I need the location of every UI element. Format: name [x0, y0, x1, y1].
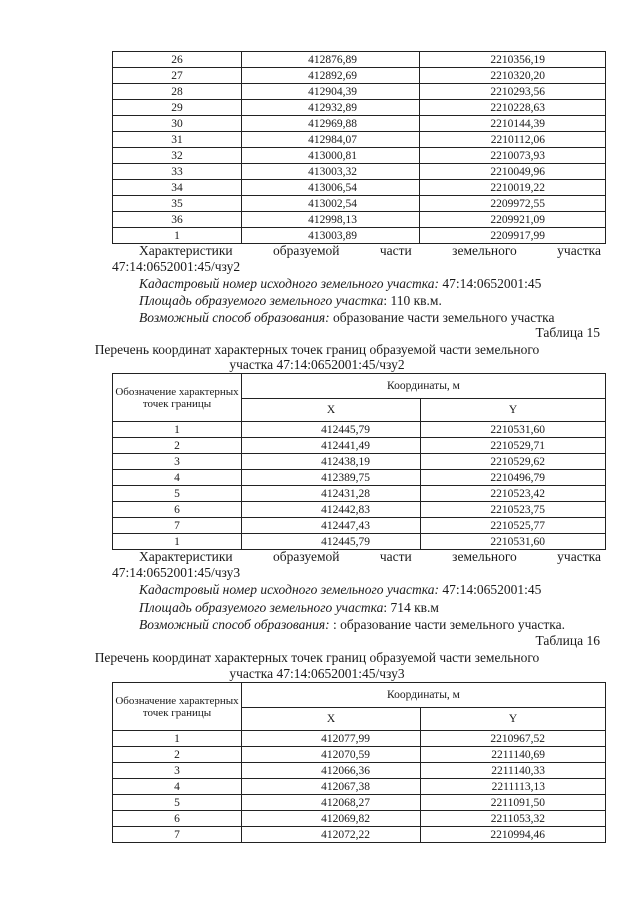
cell-x: 413006,54: [242, 180, 420, 196]
cell-point-number: 7: [113, 518, 242, 534]
column-header-coordinates: Координаты, м: [242, 683, 606, 708]
cell-x: 412438,19: [242, 454, 421, 470]
column-header-point-designation: Обозначение характерных точек границы: [113, 683, 242, 731]
cell-x: 412072,22: [242, 827, 421, 843]
column-header-x: X: [242, 708, 421, 731]
cell-x: 412070,59: [242, 747, 421, 763]
cell-point-number: 30: [113, 116, 242, 132]
coordinates-table-chzu3: [112, 682, 606, 843]
table-row: [113, 132, 606, 148]
table-row: [113, 84, 606, 100]
coordinates-table-chzu2: [112, 373, 606, 550]
cell-y: 2210531,60: [421, 422, 606, 438]
cell-point-number: 5: [113, 486, 242, 502]
table-row: [113, 518, 606, 534]
table-row: [113, 502, 606, 518]
table-row: [113, 747, 606, 763]
table-row: [113, 422, 606, 438]
cell-point-number: 2: [113, 747, 242, 763]
area-line-chzu2: Площадь образуемого земельного участка: 110 кв.м.: [139, 293, 442, 308]
cell-y: 2211091,50: [421, 795, 606, 811]
table-row: [113, 196, 606, 212]
table-row: [113, 68, 606, 84]
table-row: [113, 795, 606, 811]
table-row: [113, 763, 606, 779]
area-line-chzu3: Площадь образуемого земельного участка: 714 кв.м: [139, 600, 439, 615]
cell-y: 2211140,69: [421, 747, 606, 763]
cell-y: 2210293,56: [420, 84, 606, 100]
cell-point-number: 34: [113, 180, 242, 196]
cell-y: 2210049,96: [420, 164, 606, 180]
cell-y: 2209972,55: [420, 196, 606, 212]
cell-point-number: 33: [113, 164, 242, 180]
cell-y: 2211053,32: [421, 811, 606, 827]
column-header-point-designation: Обозначение характерных точек границы: [113, 374, 242, 422]
table-row: [113, 148, 606, 164]
cell-y: 2210228,63: [420, 100, 606, 116]
column-header-y: Y: [421, 708, 606, 731]
cell-x: 412442,83: [242, 502, 421, 518]
column-header-coordinates: Координаты, м: [242, 374, 606, 399]
table-row: [113, 779, 606, 795]
table-row: [113, 470, 606, 486]
cadastral-number-line-chzu2: Кадастровый номер исходного земельного участка: 47:14:0652001:45: [139, 276, 542, 291]
table-caption-16-line2: участка 47:14:0652001:45/чзу3: [229, 666, 405, 681]
cell-x: 412066,36: [242, 763, 421, 779]
characteristics-code-chzu3: 47:14:0652001:45/чзу3: [112, 565, 241, 580]
cell-y: 2210994,46: [421, 827, 606, 843]
cell-x: 412998,13: [242, 212, 420, 228]
table-row: [113, 164, 606, 180]
cell-x: 412431,28: [242, 486, 421, 502]
cell-y: 2210523,42: [421, 486, 606, 502]
cell-y: 2210496,79: [421, 470, 606, 486]
cell-y: 2210529,62: [421, 454, 606, 470]
cell-y: 2211140,33: [421, 763, 606, 779]
table-caption-15-line1: Перечень координат характерных точек границ образуемой части земельного: [94, 342, 540, 357]
cell-y: 2209921,09: [420, 212, 606, 228]
characteristics-heading-chzu3: Характеристики образуемой части земельного участка: [139, 549, 601, 564]
cadastral-number-line-chzu3: Кадастровый номер исходного земельного участка: 47:14:0652001:45: [139, 582, 542, 597]
cell-y: 2210019,22: [420, 180, 606, 196]
characteristics-heading-chzu2: Характеристики образуемой части земельного участка: [139, 243, 601, 258]
coordinates-table-continued: [112, 51, 606, 244]
cell-point-number: 6: [113, 811, 242, 827]
cell-x: 412984,07: [242, 132, 420, 148]
cell-x: 412067,38: [242, 779, 421, 795]
cell-point-number: 32: [113, 148, 242, 164]
cell-x: 412447,43: [242, 518, 421, 534]
cell-x: 412969,88: [242, 116, 420, 132]
table-row: [113, 454, 606, 470]
table-row: [113, 534, 606, 550]
cell-point-number: 26: [113, 52, 242, 68]
cell-point-number: 36: [113, 212, 242, 228]
cell-y: 2210523,75: [421, 502, 606, 518]
cell-point-number: 4: [113, 779, 242, 795]
cell-x: 412876,89: [242, 52, 420, 68]
table-row: [113, 486, 606, 502]
cell-x: 412389,75: [242, 470, 421, 486]
table-caption-16-line1: Перечень координат характерных точек границ образуемой части земельного: [94, 650, 540, 665]
cell-point-number: 29: [113, 100, 242, 116]
cell-y: 2210356,19: [420, 52, 606, 68]
cell-y: 2210073,93: [420, 148, 606, 164]
cell-x: 412077,99: [242, 731, 421, 747]
cell-y: 2210112,06: [420, 132, 606, 148]
method-line-chzu3: Возможный способ образования: : образование части земельного участка.: [139, 617, 565, 632]
table-row: [113, 228, 606, 244]
table-label-15: Таблица 15: [535, 325, 600, 340]
cell-point-number: 7: [113, 827, 242, 843]
cell-x: 413003,32: [242, 164, 420, 180]
method-line-chzu2: Возможный способ образования: образование части земельного участка: [139, 310, 555, 325]
table-row: [113, 180, 606, 196]
cell-y: 2211113,13: [421, 779, 606, 795]
cell-point-number: 1: [113, 422, 242, 438]
cell-x: 412445,79: [242, 422, 421, 438]
cell-point-number: 1: [113, 228, 242, 244]
cell-y: 2210531,60: [421, 534, 606, 550]
cell-x: 413002,54: [242, 196, 420, 212]
cell-x: 413000,81: [242, 148, 420, 164]
cell-y: 2210967,52: [421, 731, 606, 747]
table-label-16: Таблица 16: [535, 633, 600, 648]
table-row: [113, 827, 606, 843]
table-row: [113, 811, 606, 827]
table-row: [113, 116, 606, 132]
cell-y: 2210525,77: [421, 518, 606, 534]
table-row: [113, 100, 606, 116]
cell-x: 412892,69: [242, 68, 420, 84]
cell-x: 412441,49: [242, 438, 421, 454]
table-row: [113, 731, 606, 747]
column-header-x: X: [242, 399, 421, 422]
cell-point-number: 31: [113, 132, 242, 148]
cell-x: 412445,79: [242, 534, 421, 550]
cell-y: 2210529,71: [421, 438, 606, 454]
cell-y: 2210144,39: [420, 116, 606, 132]
cell-point-number: 3: [113, 454, 242, 470]
cell-y: 2210320,20: [420, 68, 606, 84]
cell-point-number: 3: [113, 763, 242, 779]
characteristics-code-chzu2: 47:14:0652001:45/чзу2: [112, 259, 241, 274]
cell-point-number: 27: [113, 68, 242, 84]
cell-x: 412069,82: [242, 811, 421, 827]
table-row: [113, 438, 606, 454]
table-row: [113, 212, 606, 228]
table-caption-15-line2: участка 47:14:0652001:45/чзу2: [229, 357, 405, 372]
cell-point-number: 1: [113, 534, 242, 550]
cell-point-number: 6: [113, 502, 242, 518]
cell-y: 2209917,99: [420, 228, 606, 244]
cell-x: 412068,27: [242, 795, 421, 811]
cell-point-number: 1: [113, 731, 242, 747]
cell-x: 413003,89: [242, 228, 420, 244]
cell-point-number: 28: [113, 84, 242, 100]
cell-x: 412932,89: [242, 100, 420, 116]
cell-x: 412904,39: [242, 84, 420, 100]
cell-point-number: 35: [113, 196, 242, 212]
column-header-y: Y: [421, 399, 606, 422]
table-row: [113, 52, 606, 68]
cell-point-number: 4: [113, 470, 242, 486]
cell-point-number: 2: [113, 438, 242, 454]
cell-point-number: 5: [113, 795, 242, 811]
